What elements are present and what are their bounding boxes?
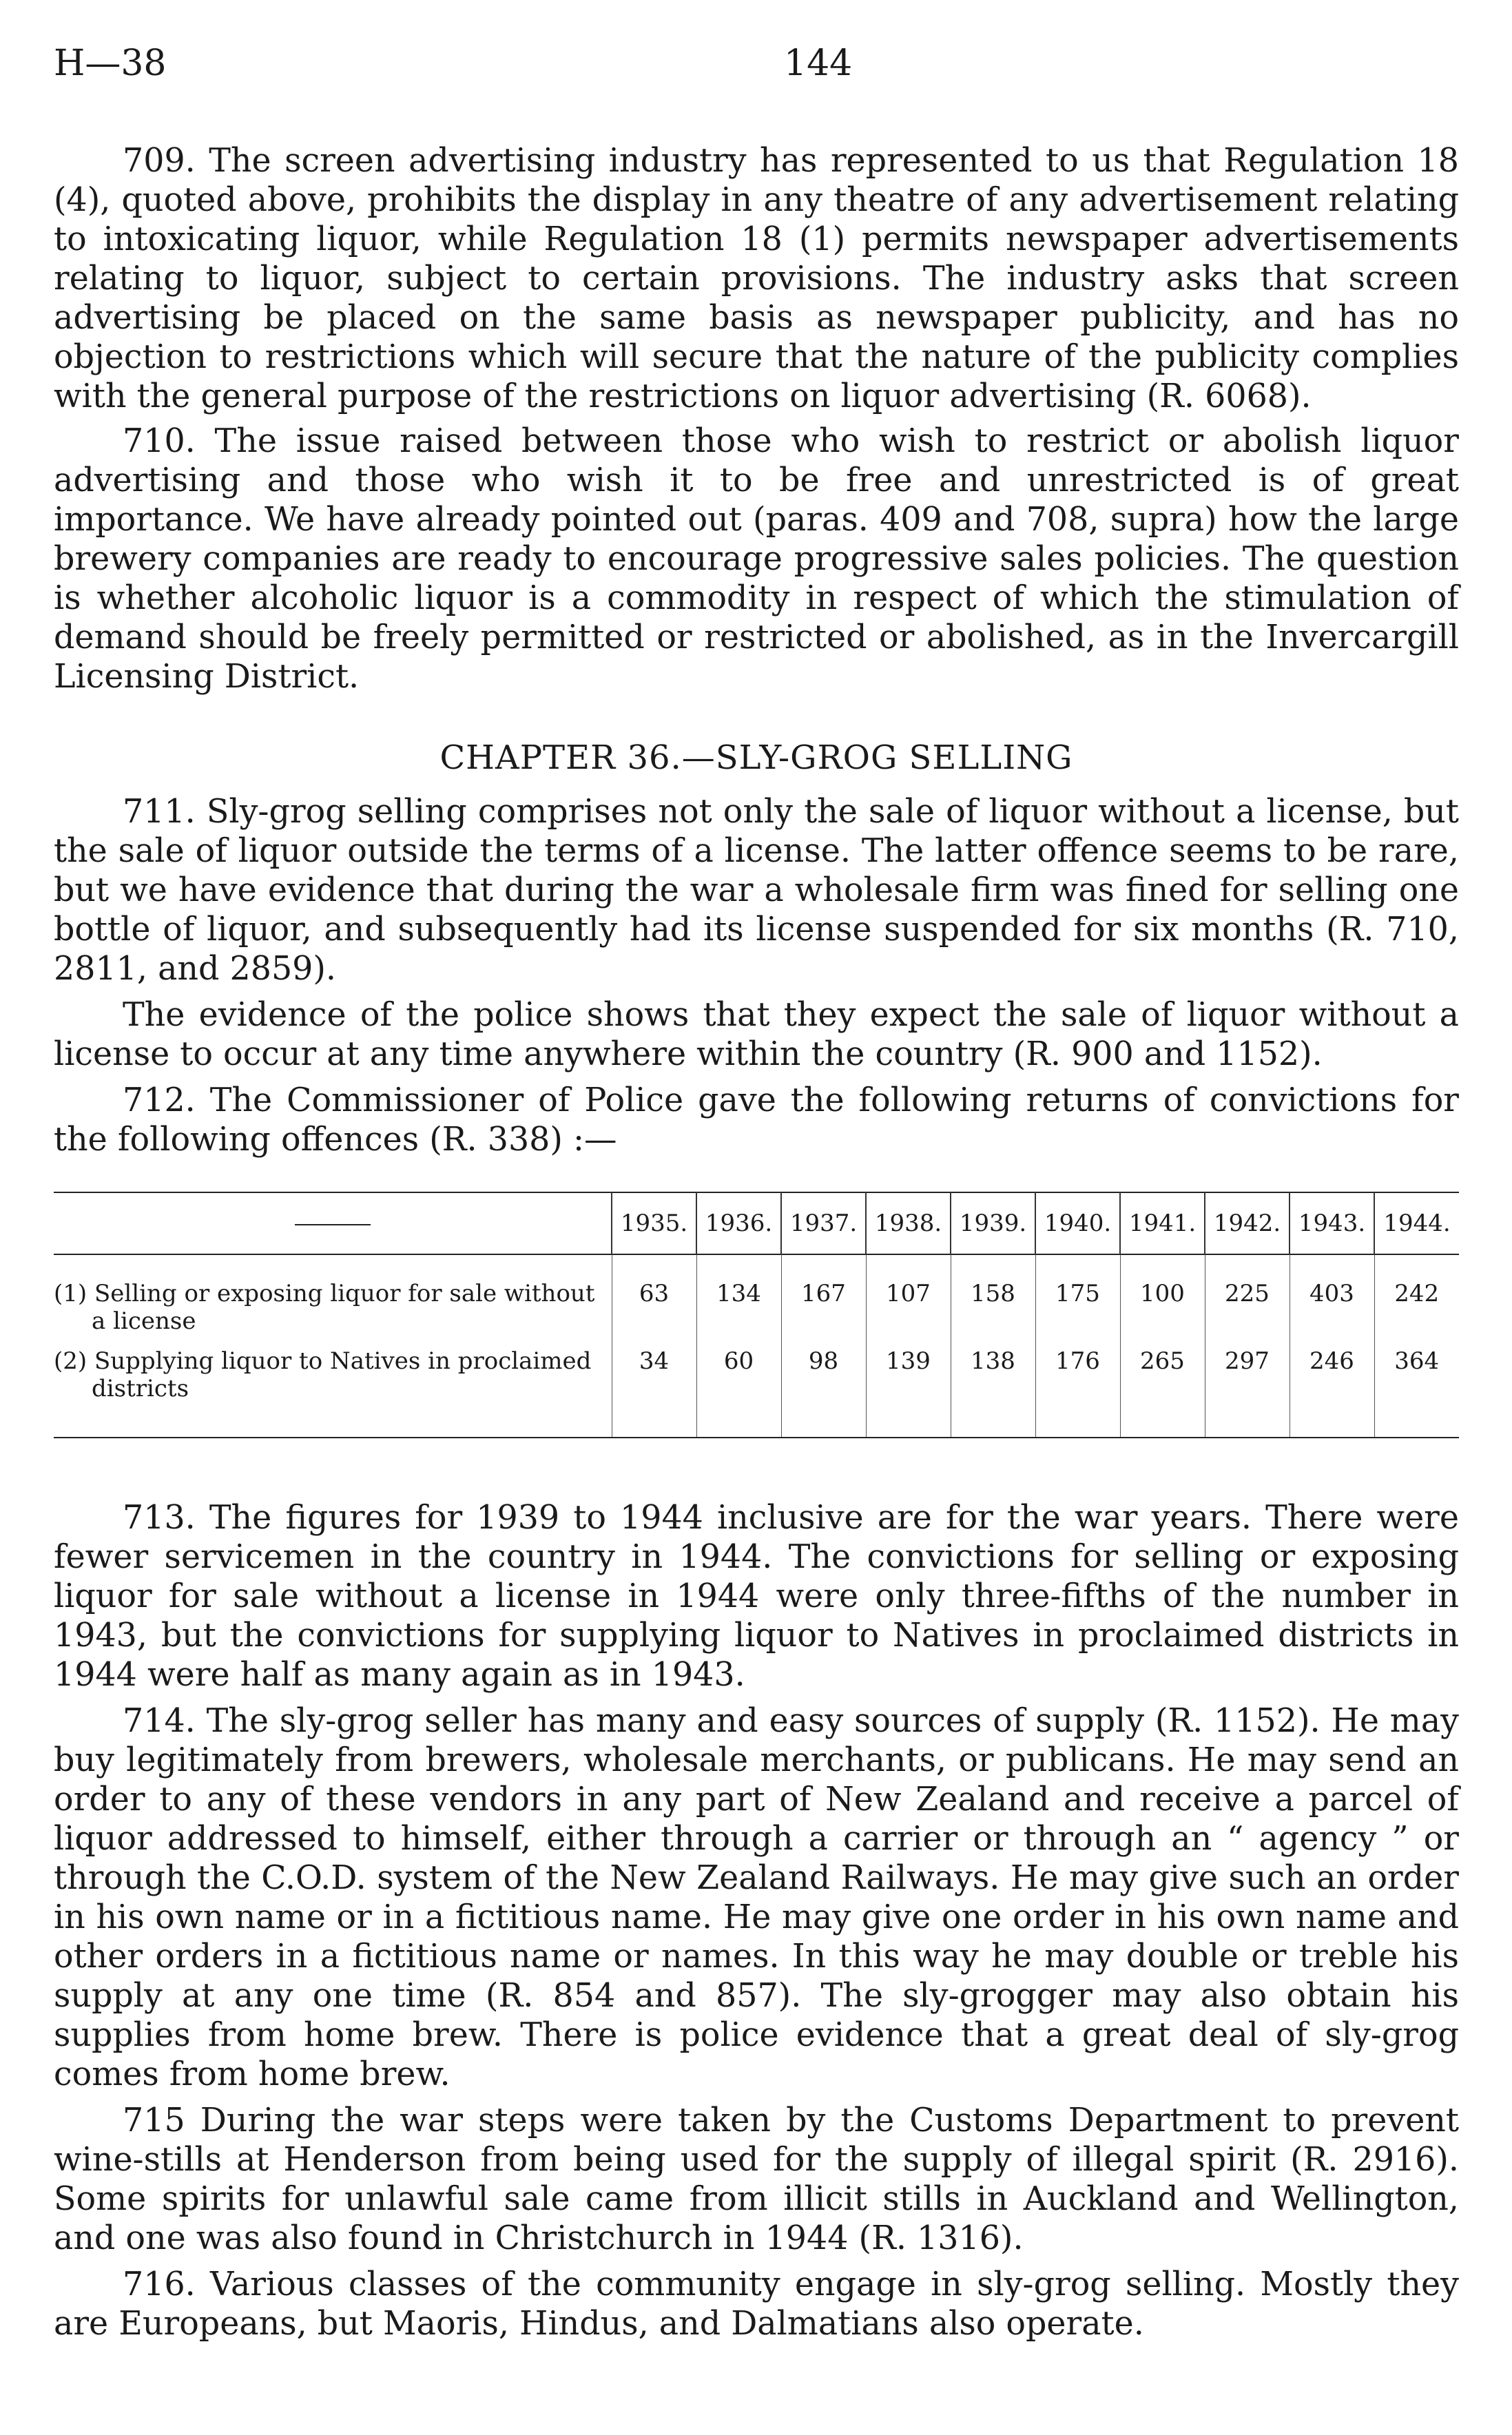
table-cell: 265 (1120, 1342, 1205, 1409)
row-label: (2) Supplying liquor to Natives in proclaimed districts (54, 1347, 592, 1402)
paragraph-710: 710. The issue raised between those who wish to restrict or abolish liquor advertising and those who wish it to be free and unrestricted is of great importance. We have already pointed out (paras. 409 and 708, supra) how the large brewery companies are ready to encourage progressive sales policies. The question is whether alcoholic liquor is a commodity in respect of which the stimulation of demand should be freely permitted or restricted or abolished, as in the Invercargill Licensing District. (54, 422, 1459, 696)
table-cell: 403 (1290, 1274, 1374, 1342)
year-header: 1938. (866, 1192, 951, 1254)
header-blank (54, 1192, 612, 1254)
year-header: 1944. (1374, 1192, 1459, 1254)
table-cell: 167 (781, 1274, 866, 1342)
table-row (54, 1274, 1459, 1342)
section-middle (54, 792, 1459, 1159)
page-number: 144 (784, 43, 853, 84)
paragraph-709: 709. The screen advertising industry has represented to us that Regulation 18 (4), quoted above, prohibits the display in any theatre of any advertisement relating to intoxicating liquor, while Regulation 18 (1) permits newspaper advertisements relating to liquor, subject to certain provisions. The industry asks that screen advertising be placed on the same basis as newspaper publicity, and has no objection to restrictions which will secure that the nature of the publicity complies with the general purpose of the restrictions on liquor advertising (R. 6068). (54, 142, 1459, 415)
paragraph-713: 713. The figures for 1939 to 1944 inclusive are for the war years. There were fewer servicemen in the country in 1944. The convictions for selling or exposing liquor for sale without a license in 1944 were only three-fifths of the number in 1943, but the convictions for supplying liquor to Natives in proclaimed districts in 1944 were half as many again as in 1943. (54, 1499, 1459, 1694)
table-cell: 98 (781, 1342, 866, 1409)
paragraph-712: 712. The Commissioner of Police gave the following returns of convictions for the following offences (R. 338) :— (54, 1081, 1459, 1159)
paragraph-715: 715 During the war steps were taken by the Customs Department to prevent wine-stills at Henderson from being used for the supply of illegal spirit (R. 2916). Some spirits for unlawful sale came from illicit stills in Auckland and Wellington, and one was also found in Christchurch in 1944 (R. 1316). (54, 2102, 1459, 2257)
paragraph-714: 714. The sly-grog seller has many and easy sources of supply (R. 1152). He may buy legitimately from brewers, wholesale merchants, or publicans. He may send an order to any of these vendors in any part of New Zealand and receive a parcel of liquor addressed to himself, either through a carrier or through an “ agency ” or through the C.O.D. system of the New Zealand Railways. He may give such an order in his own name or in a fictitious name. He may give one order in his own name and other orders in a fictitious name or names. In this way he may double or treble his supply at any one time (R. 854 and 857). The sly-grogger may also obtain his supplies from home brew. There is police evidence that a great deal of sly-grog comes from home brew. (54, 1702, 1459, 2093)
section-bottom (54, 1498, 1459, 2343)
table-cell: 138 (951, 1342, 1035, 1409)
chapter-title: CHAPTER 36.—SLY-GROG SELLING (439, 738, 1073, 777)
row-label: (1) Selling or exposing liquor for sale without a license (54, 1280, 595, 1335)
paragraph-716: 716. Various classes of the community engage in sly-grog selling. Mostly they are Europeans, but Maoris, Hindus, and Dalmatians also operate. (54, 2266, 1459, 2343)
table-cell: 134 (696, 1274, 781, 1342)
table-cell: 242 (1374, 1274, 1459, 1342)
table-cell: 225 (1205, 1274, 1290, 1342)
page-header (54, 43, 1459, 98)
year-header: 1937. (781, 1192, 866, 1254)
table-cell: 34 (612, 1342, 696, 1409)
year-header: 1943. (1290, 1192, 1374, 1254)
table-cell: 176 (1035, 1342, 1120, 1409)
table-row (54, 1342, 1459, 1409)
year-header: 1939. (951, 1192, 1035, 1254)
table-cell: 139 (866, 1342, 951, 1409)
year-header: 1941. (1120, 1192, 1205, 1254)
paragraph-711: 711. Sly-grog selling comprises not only the sale of liquor without a license, but the sale of liquor outside the terms of a license. The latter offence seems to be rare, but we have evidence that during the war a wholesale firm was fined for selling one bottle of liquor, and subsequently had its license suspended for six months (R. 710, 2811, and 2859). (54, 793, 1459, 988)
year-header: 1935. (612, 1192, 696, 1254)
paragraph-711-police: The evidence of the police shows that they expect the sale of liquor without a license to occur at any time anywhere within the country (R. 900 and 1152). (54, 996, 1459, 1073)
table-header-row (54, 1192, 1459, 1254)
table-cell: 158 (951, 1274, 1035, 1342)
document-reference: H—38 (54, 43, 167, 84)
year-header: 1936. (696, 1192, 781, 1254)
table-cell: 297 (1205, 1342, 1290, 1409)
table-cell: 364 (1374, 1342, 1459, 1409)
table-cell: 107 (866, 1274, 951, 1342)
section-top (54, 141, 1459, 696)
table-cell: 175 (1035, 1274, 1120, 1342)
table-cell: 63 (612, 1274, 696, 1342)
table-cell: 100 (1120, 1274, 1205, 1342)
year-header: 1942. (1205, 1192, 1290, 1254)
convictions-table (54, 1192, 1459, 1438)
year-header: 1940. (1035, 1192, 1120, 1254)
table-cell: 246 (1290, 1342, 1374, 1409)
table-cell: 60 (696, 1342, 781, 1409)
